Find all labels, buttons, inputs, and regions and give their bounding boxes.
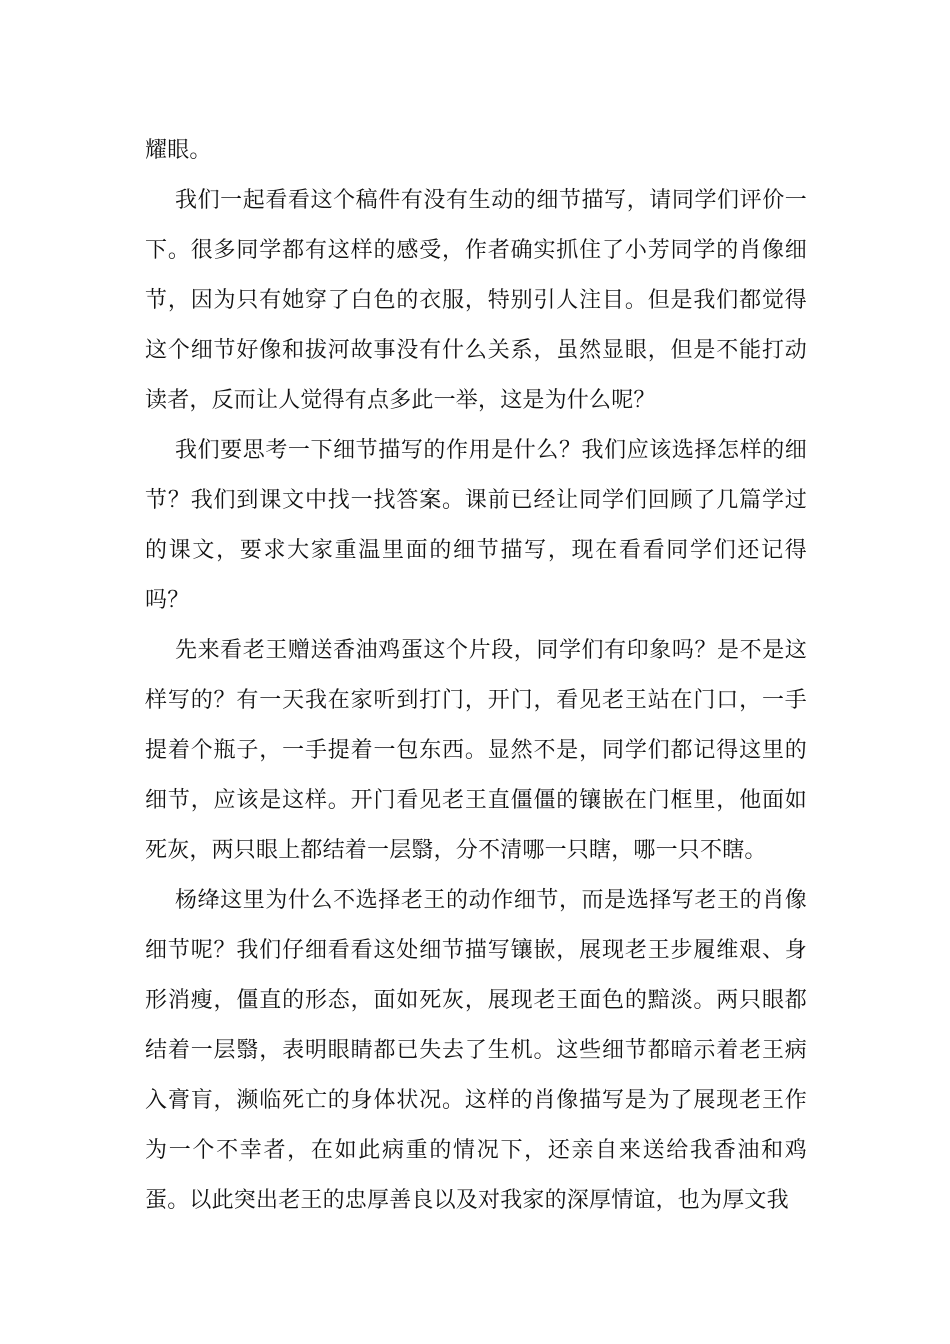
- paragraph-continuation: 耀眼。: [145, 138, 212, 163]
- paragraph-laowang-gift: 先来看老王赠送香油鸡蛋这个片段，同学们有印象吗？是不是这样写的？有一天我在家听到打门，开门，看见老王站在门口，一手提着个瓶子，一手提着一包东西。显然不是，同学们都记得这里的细节，应该是这样。开门看见老王直僵僵的镶嵌在门框里，他面如死灰，两只眼上都结着一层翳，分不清哪一只瞎，哪一只不瞎。: [145, 638, 807, 863]
- paragraph-portrait-analysis: 杨绛这里为什么不选择老王的动作细节，而是选择写老王的肖像细节呢？我们仔细看看这处细节描写镶嵌，展现老王步履维艰、身形消瘦，僵直的形态，面如死灰，展现老王面色的黯淡。两只眼都结着一层翳，表明眼睛都已失去了生机。这些细节都暗示着老王病入膏肓，濒临死亡的身体状况。这样的肖像描写是为了展现老王作为一个不幸者，在如此病重的情况下，还亲自来送给我香油和鸡蛋。以此突出老王的忠厚善良以及对我家的深厚情谊，也为厚文我: [145, 888, 807, 1213]
- document-body: [145, 126, 807, 1226]
- paragraph-evaluate-draft: 我们一起看看这个稿件有没有生动的细节描写，请同学们评价一下。很多同学都有这样的感受，作者确实抓住了小芳同学的肖像细节，因为只有她穿了白色的衣服，特别引人注目。但是我们都觉得这个细节好像和拔河故事没有什么关系，虽然显眼，但是不能打动读者，反而让人觉得有点多此一举，这是为什么呢？: [145, 188, 807, 413]
- paragraph-detail-purpose: 我们要思考一下细节描写的作用是什么？我们应该选择怎样的细节？我们到课文中找一找答案。课前已经让同学们回顾了几篇学过的课文，要求大家重温里面的细节描写，现在看看同学们还记得吗？: [145, 438, 807, 613]
